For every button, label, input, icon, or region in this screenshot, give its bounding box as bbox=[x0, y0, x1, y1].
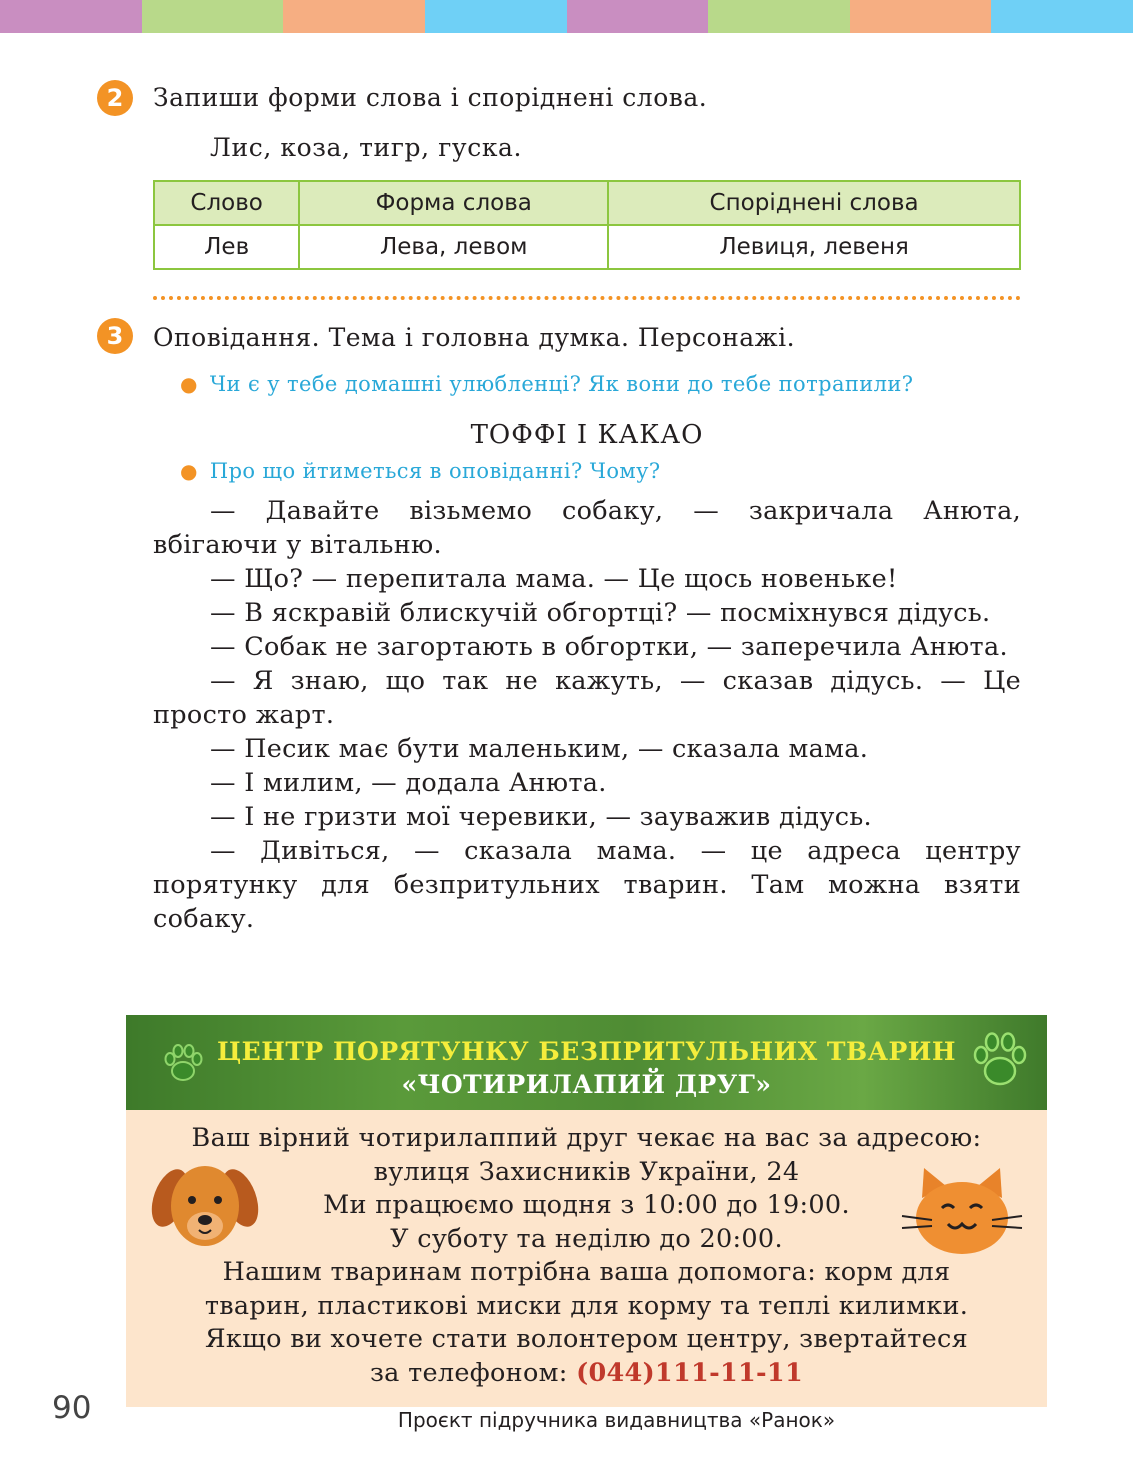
ad-line: Якщо ви хочете стати волонтером центру, звертайтеся bbox=[205, 1324, 968, 1354]
story-paragraph: — І не гризти мої черевики, — зауважив дідусь. bbox=[210, 802, 872, 832]
story-text bbox=[153, 494, 1021, 936]
story-paragraph: — Дивіться, — сказала мама. — це адреса центру порятунку для безпритульних тварин. Там можна взяти собаку. bbox=[153, 836, 1021, 934]
strip-segment bbox=[0, 0, 142, 33]
table-row bbox=[154, 225, 1020, 269]
question-pets-text: Чи є у тебе домашні улюбленці? Як вони до тебе потрапили? bbox=[209, 372, 914, 396]
ad-body bbox=[126, 1122, 1047, 1390]
phone-number: (044)111-11-11 bbox=[576, 1357, 804, 1388]
strip-segment bbox=[283, 0, 425, 33]
table-header-cell: Споріднені слова bbox=[608, 181, 1020, 225]
ad-phone-line bbox=[126, 1357, 1047, 1391]
strip-segment bbox=[850, 0, 992, 33]
page-number: 90 bbox=[52, 1390, 92, 1426]
ad-heading-line-2: «ЧОТИРИЛАПИЙ ДРУГ» bbox=[401, 1070, 772, 1099]
question-pets bbox=[180, 372, 913, 396]
table-cell: Лев bbox=[154, 225, 299, 269]
cat-icon bbox=[898, 1168, 1026, 1256]
ad-line: вулиця Захисників України, 24 bbox=[373, 1156, 800, 1187]
paw-icon bbox=[972, 1031, 1028, 1089]
task-3-title: Оповідання. Тема і головна думка. Персонажі. bbox=[153, 323, 796, 352]
task-2-title: Запиши форми слова і споріднені слова. bbox=[153, 83, 708, 112]
ad-heading-line-1: ЦЕНТР ПОРЯТУНКУ БЕЗПРИТУЛЬНИХ ТВАРИН bbox=[217, 1037, 956, 1066]
top-color-strip bbox=[0, 0, 1133, 33]
table-cell: Левиця, левеня bbox=[608, 225, 1020, 269]
ad-line: Нашим тваринам потрібна ваша допомога: корм для bbox=[222, 1257, 951, 1287]
task-3-number-badge: 3 bbox=[97, 318, 133, 354]
question-story-text: Про що йтиметься в оповіданні? Чому? bbox=[209, 459, 661, 483]
dotted-divider bbox=[153, 296, 1021, 300]
publisher-footer: Проєкт підручника видавництва «Ранок» bbox=[397, 1408, 836, 1432]
ad-line: Ми працюємо щодня з 10:00 до 19:00. bbox=[323, 1190, 850, 1220]
table-header-row bbox=[154, 181, 1020, 225]
ad-line: Ваш вірний чотирилаппий друг чекає на вас за адресою: bbox=[191, 1123, 982, 1153]
ad-line: тварин, пластикові миски для корму та теплі килимки. bbox=[204, 1290, 969, 1321]
ad-line: У суботу та неділю до 20:00. bbox=[390, 1223, 783, 1254]
bullet-icon: ● bbox=[180, 372, 198, 396]
story-paragraph: — Давайте візьмемо собаку, — закричала Анюта, вбігаючи у вітальню. bbox=[153, 496, 1021, 560]
dog-icon bbox=[150, 1158, 260, 1258]
story-paragraph: — Я знаю, що так не кажуть, — сказав дідусь. — Це просто жарт. bbox=[153, 666, 1021, 730]
table-cell: Лева, левом bbox=[299, 225, 608, 269]
strip-segment bbox=[425, 0, 567, 33]
question-story bbox=[180, 459, 661, 483]
strip-segment bbox=[708, 0, 850, 33]
story-paragraph: — В яскравій блискучій обгортці? — посміхнувся дідусь. bbox=[210, 598, 991, 628]
task-2-number-badge: 2 bbox=[97, 80, 133, 116]
story-paragraph: — І милим, — додала Анюта. bbox=[210, 768, 607, 798]
task-2-words: Лис, коза, тигр, гуска. bbox=[210, 133, 523, 162]
ad-header bbox=[126, 1015, 1047, 1110]
strip-segment bbox=[567, 0, 709, 33]
story-paragraph: — Собак не загортають в обгортки, — заперечила Анюта. bbox=[210, 632, 1008, 662]
table-header-cell: Форма слова bbox=[299, 181, 608, 225]
phone-label: за телефоном: bbox=[369, 1357, 568, 1388]
bullet-icon: ● bbox=[180, 459, 198, 483]
story-paragraph: — Песик має бути маленьким, — сказала мама. bbox=[210, 734, 869, 764]
word-forms-table bbox=[153, 180, 1021, 270]
story-title: ТОФФІ І КАКАО bbox=[470, 420, 704, 450]
table-header-cell: Слово bbox=[154, 181, 299, 225]
story-paragraph: — Що? — перепитала мама. — Це щось новеньке! bbox=[210, 564, 898, 594]
strip-segment bbox=[142, 0, 284, 33]
strip-segment bbox=[991, 0, 1133, 33]
